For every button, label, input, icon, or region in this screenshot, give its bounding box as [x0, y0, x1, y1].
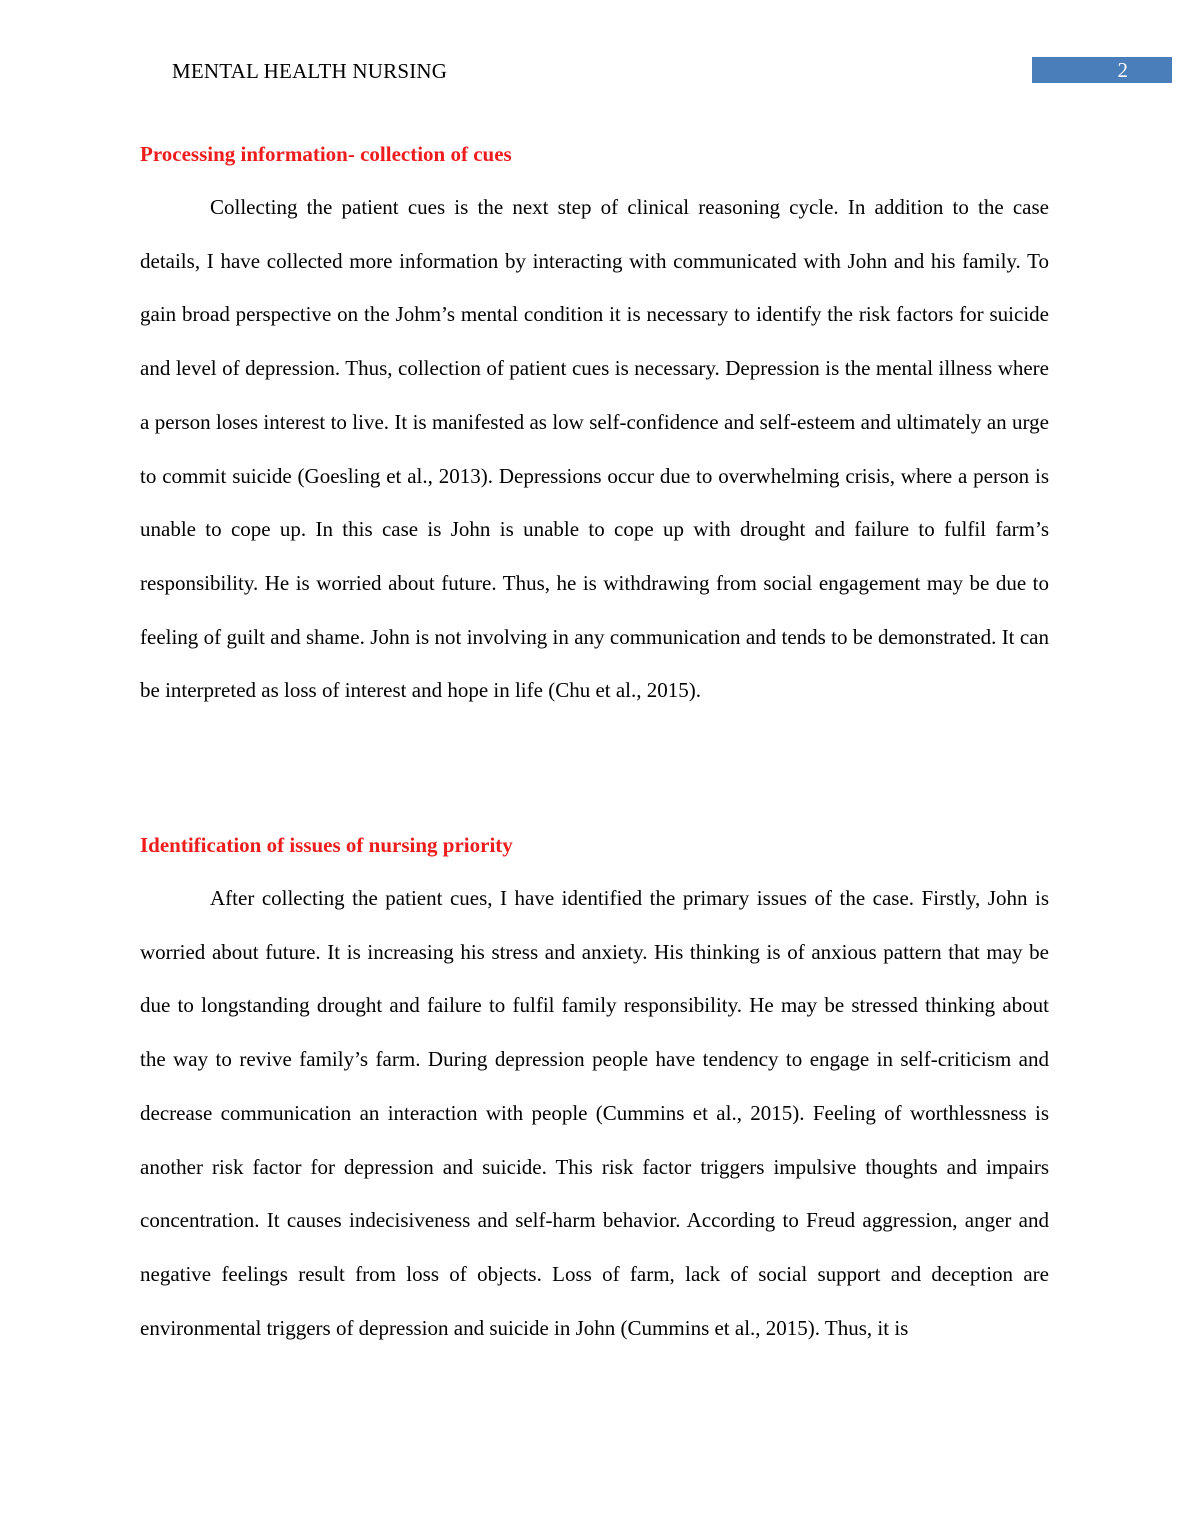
page-number-box [1032, 57, 1172, 83]
section-heading-priority: Identification of issues of nursing priority [140, 833, 513, 857]
section-body-cues [140, 181, 1049, 718]
paragraph-priority: After collecting the patient cues, I have identified the primary issues of the case. Firstly, John is worried about future. It is increasing his stress and anxiety. His thinking is of anxious pattern that may be due to longstanding drought and failure to fulfil family responsibility. He may be stressed thinking about the way to revive family’s farm. During depression people have tendency to engage in self-criticism and decrease communication an interaction with people (Cummins et al., 2015). Feeling of worthlessness is another risk factor for depression and suicide. This risk factor triggers impulsive thoughts and impairs concentration. It causes indecisiveness and self-harm behavior. According to Freud aggression, anger and negative feelings result from loss of objects. Loss of farm, lack of social support and deception are environmental triggers of depression and suicide in John (Cummins et al., 2015). Thus, it is [140, 886, 1049, 1340]
running-head: MENTAL HEALTH NURSING [172, 59, 448, 83]
section-body-priority [140, 872, 1049, 1355]
page-number: 2 [1117, 58, 1128, 82]
section-heading-cues: Processing information- collection of cues [140, 142, 512, 166]
paragraph-cues: Collecting the patient cues is the next step of clinical reasoning cycle. In addition to the case details, I have collected more information by interacting with communicated with John and his family. To gain broad perspective on the Johm’s mental condition it is necessary to identify the risk factors for suicide and level of depression. Thus, collection of patient cues is necessary. Depression is the mental illness where a person loses interest to live. It is manifested as low self-confidence and self-esteem and ultimately an urge to commit suicide (Goesling et al., 2013). Depressions occur due to overwhelming crisis, where a person is unable to cope up. In this case is John is unable to cope up with drought and failure to fulfil farm’s responsibility. He is worried about future. Thus, he is withdrawing from social engagement may be due to feeling of guilt and shame. John is not involving in any communication and tends to be demonstrated. It can be interpreted as loss of interest and hope in life (Chu et al., 2015). [140, 195, 1049, 703]
